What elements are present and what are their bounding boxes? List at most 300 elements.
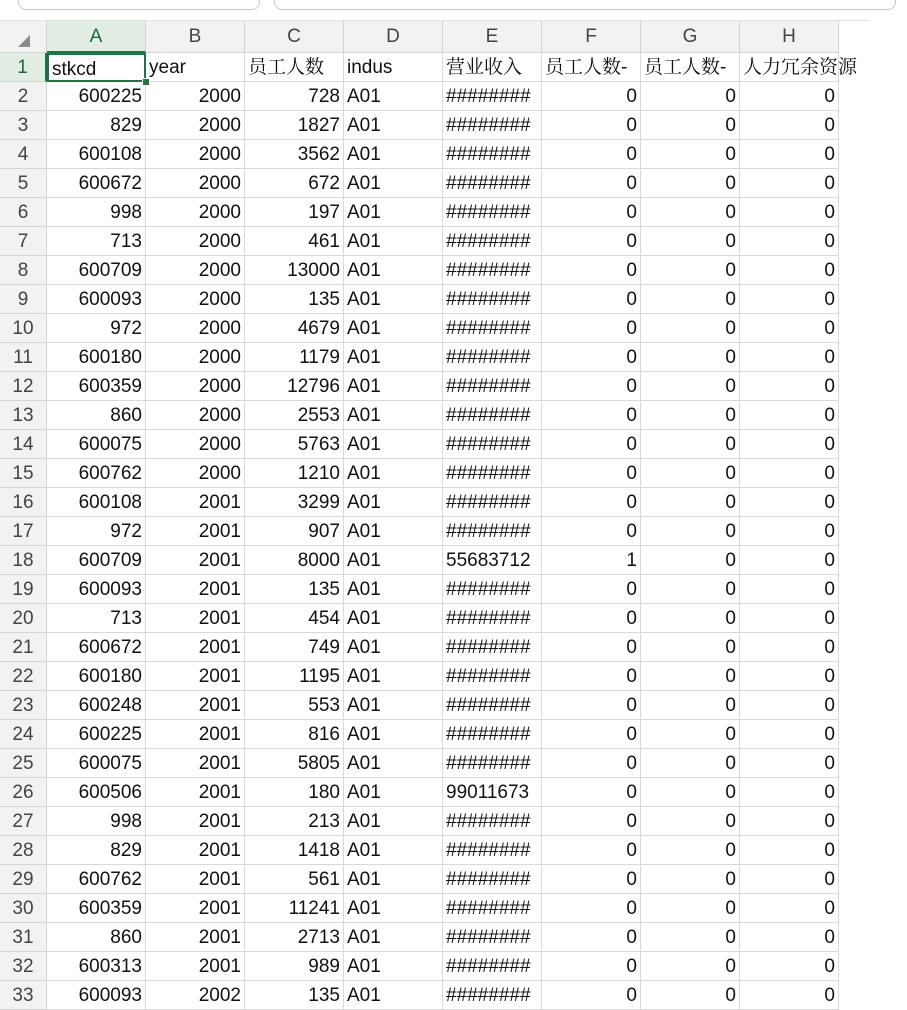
cell-c33[interactable]: 135: [245, 981, 344, 1010]
cell-h32[interactable]: 0: [740, 952, 839, 981]
cell-d27[interactable]: A01: [344, 807, 443, 836]
row-header-23[interactable]: 23: [0, 691, 47, 720]
cell-d31[interactable]: A01: [344, 923, 443, 952]
cell-a12[interactable]: 600359: [47, 372, 146, 401]
cell-b27[interactable]: 2001: [146, 807, 245, 836]
cell-c2[interactable]: 728: [245, 82, 344, 111]
cell-h24[interactable]: 0: [740, 720, 839, 749]
cell-h7[interactable]: 0: [740, 227, 839, 256]
cell-g22[interactable]: 0: [641, 662, 740, 691]
row-header-22[interactable]: 22: [0, 662, 47, 691]
cell-d22[interactable]: A01: [344, 662, 443, 691]
cell-d13[interactable]: A01: [344, 401, 443, 430]
cell-f13[interactable]: 0: [542, 401, 641, 430]
cell-a23[interactable]: 600248: [47, 691, 146, 720]
cell-e17[interactable]: ########: [443, 517, 542, 546]
row-header-25[interactable]: 25: [0, 749, 47, 778]
cell-c10[interactable]: 4679: [245, 314, 344, 343]
cell-e22[interactable]: ########: [443, 662, 542, 691]
cell-e21[interactable]: ########: [443, 633, 542, 662]
cell-b21[interactable]: 2001: [146, 633, 245, 662]
cell-d26[interactable]: A01: [344, 778, 443, 807]
row-header-14[interactable]: 14: [0, 430, 47, 459]
cell-c20[interactable]: 454: [245, 604, 344, 633]
cell-b13[interactable]: 2000: [146, 401, 245, 430]
cell-d7[interactable]: A01: [344, 227, 443, 256]
cell-e28[interactable]: ########: [443, 836, 542, 865]
cell-h15[interactable]: 0: [740, 459, 839, 488]
cell-a33[interactable]: 600093: [47, 981, 146, 1010]
cell-g32[interactable]: 0: [641, 952, 740, 981]
cell-h1[interactable]: 人力冗余资源: [740, 53, 839, 82]
column-header-h[interactable]: H: [740, 21, 839, 53]
cell-g14[interactable]: 0: [641, 430, 740, 459]
cell-f9[interactable]: 0: [542, 285, 641, 314]
cell-d21[interactable]: A01: [344, 633, 443, 662]
cell-d33[interactable]: A01: [344, 981, 443, 1010]
cell-f32[interactable]: 0: [542, 952, 641, 981]
cell-f22[interactable]: 0: [542, 662, 641, 691]
cell-c5[interactable]: 672: [245, 169, 344, 198]
cell-h31[interactable]: 0: [740, 923, 839, 952]
cell-h25[interactable]: 0: [740, 749, 839, 778]
cell-f24[interactable]: 0: [542, 720, 641, 749]
cell-e23[interactable]: ########: [443, 691, 542, 720]
row-header-31[interactable]: 31: [0, 923, 47, 952]
cell-b12[interactable]: 2000: [146, 372, 245, 401]
cell-e25[interactable]: ########: [443, 749, 542, 778]
cell-g2[interactable]: 0: [641, 82, 740, 111]
row-header-6[interactable]: 6: [0, 198, 47, 227]
cell-d3[interactable]: A01: [344, 111, 443, 140]
cell-h9[interactable]: 0: [740, 285, 839, 314]
cell-h21[interactable]: 0: [740, 633, 839, 662]
cell-f26[interactable]: 0: [542, 778, 641, 807]
cell-c15[interactable]: 1210: [245, 459, 344, 488]
cell-d1[interactable]: indus: [344, 53, 443, 82]
cell-h30[interactable]: 0: [740, 894, 839, 923]
cell-a27[interactable]: 998: [47, 807, 146, 836]
cell-d30[interactable]: A01: [344, 894, 443, 923]
cell-b8[interactable]: 2000: [146, 256, 245, 285]
cell-e29[interactable]: ########: [443, 865, 542, 894]
cell-d19[interactable]: A01: [344, 575, 443, 604]
cell-c3[interactable]: 1827: [245, 111, 344, 140]
cell-d4[interactable]: A01: [344, 140, 443, 169]
cell-a15[interactable]: 600762: [47, 459, 146, 488]
row-header-26[interactable]: 26: [0, 778, 47, 807]
cell-c16[interactable]: 3299: [245, 488, 344, 517]
cell-g6[interactable]: 0: [641, 198, 740, 227]
cell-a14[interactable]: 600075: [47, 430, 146, 459]
cell-b23[interactable]: 2001: [146, 691, 245, 720]
cell-d14[interactable]: A01: [344, 430, 443, 459]
cell-f33[interactable]: 0: [542, 981, 641, 1010]
cell-g10[interactable]: 0: [641, 314, 740, 343]
cell-a22[interactable]: 600180: [47, 662, 146, 691]
cell-f11[interactable]: 0: [542, 343, 641, 372]
cell-c7[interactable]: 461: [245, 227, 344, 256]
cell-c32[interactable]: 989: [245, 952, 344, 981]
cell-e6[interactable]: ########: [443, 198, 542, 227]
cell-g27[interactable]: 0: [641, 807, 740, 836]
row-header-16[interactable]: 16: [0, 488, 47, 517]
cell-d24[interactable]: A01: [344, 720, 443, 749]
cell-a21[interactable]: 600672: [47, 633, 146, 662]
cell-b11[interactable]: 2000: [146, 343, 245, 372]
row-header-24[interactable]: 24: [0, 720, 47, 749]
cell-d8[interactable]: A01: [344, 256, 443, 285]
cell-e2[interactable]: ########: [443, 82, 542, 111]
cell-e14[interactable]: ########: [443, 430, 542, 459]
cell-g25[interactable]: 0: [641, 749, 740, 778]
cell-a13[interactable]: 860: [47, 401, 146, 430]
cell-b14[interactable]: 2000: [146, 430, 245, 459]
cell-a25[interactable]: 600075: [47, 749, 146, 778]
cell-c21[interactable]: 749: [245, 633, 344, 662]
cell-a3[interactable]: 829: [47, 111, 146, 140]
row-header-11[interactable]: 11: [0, 343, 47, 372]
row-header-9[interactable]: 9: [0, 285, 47, 314]
row-header-7[interactable]: 7: [0, 227, 47, 256]
cell-d12[interactable]: A01: [344, 372, 443, 401]
cell-d25[interactable]: A01: [344, 749, 443, 778]
cell-f3[interactable]: 0: [542, 111, 641, 140]
cell-h6[interactable]: 0: [740, 198, 839, 227]
row-header-13[interactable]: 13: [0, 401, 47, 430]
cell-d32[interactable]: A01: [344, 952, 443, 981]
cell-e5[interactable]: ########: [443, 169, 542, 198]
column-header-c[interactable]: C: [245, 21, 344, 53]
cell-e33[interactable]: ########: [443, 981, 542, 1010]
cell-e15[interactable]: ########: [443, 459, 542, 488]
cell-b19[interactable]: 2001: [146, 575, 245, 604]
cell-h29[interactable]: 0: [740, 865, 839, 894]
column-header-d[interactable]: D: [344, 21, 443, 53]
cell-a16[interactable]: 600108: [47, 488, 146, 517]
cell-f30[interactable]: 0: [542, 894, 641, 923]
cell-g33[interactable]: 0: [641, 981, 740, 1010]
cell-a2[interactable]: 600225: [47, 82, 146, 111]
cell-g28[interactable]: 0: [641, 836, 740, 865]
cell-a17[interactable]: 972: [47, 517, 146, 546]
row-header-12[interactable]: 12: [0, 372, 47, 401]
cell-b22[interactable]: 2001: [146, 662, 245, 691]
column-header-f[interactable]: F: [542, 21, 641, 53]
cell-h8[interactable]: 0: [740, 256, 839, 285]
cell-c19[interactable]: 135: [245, 575, 344, 604]
cell-c14[interactable]: 5763: [245, 430, 344, 459]
cell-g13[interactable]: 0: [641, 401, 740, 430]
row-header-29[interactable]: 29: [0, 865, 47, 894]
row-header-3[interactable]: 3: [0, 111, 47, 140]
cell-b15[interactable]: 2000: [146, 459, 245, 488]
cell-a24[interactable]: 600225: [47, 720, 146, 749]
formula-bar[interactable]: [274, 0, 896, 10]
cell-h10[interactable]: 0: [740, 314, 839, 343]
cell-b28[interactable]: 2001: [146, 836, 245, 865]
cell-a30[interactable]: 600359: [47, 894, 146, 923]
cell-d17[interactable]: A01: [344, 517, 443, 546]
cell-g16[interactable]: 0: [641, 488, 740, 517]
cell-e13[interactable]: ########: [443, 401, 542, 430]
cell-e24[interactable]: ########: [443, 720, 542, 749]
cell-h23[interactable]: 0: [740, 691, 839, 720]
cell-h28[interactable]: 0: [740, 836, 839, 865]
row-header-21[interactable]: 21: [0, 633, 47, 662]
cell-g20[interactable]: 0: [641, 604, 740, 633]
cell-g18[interactable]: 0: [641, 546, 740, 575]
cell-b1[interactable]: year: [146, 53, 245, 82]
cell-f5[interactable]: 0: [542, 169, 641, 198]
cell-f16[interactable]: 0: [542, 488, 641, 517]
cell-f31[interactable]: 0: [542, 923, 641, 952]
cell-c1[interactable]: 员工人数: [245, 53, 344, 82]
cell-b17[interactable]: 2001: [146, 517, 245, 546]
cell-a19[interactable]: 600093: [47, 575, 146, 604]
cell-a20[interactable]: 713: [47, 604, 146, 633]
cell-a31[interactable]: 860: [47, 923, 146, 952]
cell-f28[interactable]: 0: [542, 836, 641, 865]
cell-h14[interactable]: 0: [740, 430, 839, 459]
row-header-33[interactable]: 33: [0, 981, 47, 1010]
cell-f21[interactable]: 0: [542, 633, 641, 662]
cell-c29[interactable]: 561: [245, 865, 344, 894]
cell-b18[interactable]: 2001: [146, 546, 245, 575]
cell-b29[interactable]: 2001: [146, 865, 245, 894]
cell-b31[interactable]: 2001: [146, 923, 245, 952]
cell-a8[interactable]: 600709: [47, 256, 146, 285]
cell-f2[interactable]: 0: [542, 82, 641, 111]
cell-g26[interactable]: 0: [641, 778, 740, 807]
cell-c25[interactable]: 5805: [245, 749, 344, 778]
cell-c28[interactable]: 1418: [245, 836, 344, 865]
cell-e7[interactable]: ########: [443, 227, 542, 256]
cell-g11[interactable]: 0: [641, 343, 740, 372]
cell-f25[interactable]: 0: [542, 749, 641, 778]
cell-f20[interactable]: 0: [542, 604, 641, 633]
cell-f23[interactable]: 0: [542, 691, 641, 720]
cell-h16[interactable]: 0: [740, 488, 839, 517]
cell-b2[interactable]: 2000: [146, 82, 245, 111]
row-header-28[interactable]: 28: [0, 836, 47, 865]
cell-e31[interactable]: ########: [443, 923, 542, 952]
cell-a4[interactable]: 600108: [47, 140, 146, 169]
cell-c18[interactable]: 8000: [245, 546, 344, 575]
row-header-19[interactable]: 19: [0, 575, 47, 604]
cell-b5[interactable]: 2000: [146, 169, 245, 198]
cell-c22[interactable]: 1195: [245, 662, 344, 691]
cell-a9[interactable]: 600093: [47, 285, 146, 314]
cell-e27[interactable]: ########: [443, 807, 542, 836]
name-box[interactable]: [18, 0, 260, 10]
cell-b3[interactable]: 2000: [146, 111, 245, 140]
cell-g24[interactable]: 0: [641, 720, 740, 749]
cell-d20[interactable]: A01: [344, 604, 443, 633]
cell-c24[interactable]: 816: [245, 720, 344, 749]
row-header-30[interactable]: 30: [0, 894, 47, 923]
cell-h22[interactable]: 0: [740, 662, 839, 691]
cell-a29[interactable]: 600762: [47, 865, 146, 894]
cell-a32[interactable]: 600313: [47, 952, 146, 981]
cell-g30[interactable]: 0: [641, 894, 740, 923]
cell-c23[interactable]: 553: [245, 691, 344, 720]
cell-b26[interactable]: 2001: [146, 778, 245, 807]
cell-h26[interactable]: 0: [740, 778, 839, 807]
cell-b30[interactable]: 2001: [146, 894, 245, 923]
cell-f29[interactable]: 0: [542, 865, 641, 894]
row-header-27[interactable]: 27: [0, 807, 47, 836]
cell-f4[interactable]: 0: [542, 140, 641, 169]
cell-c31[interactable]: 2713: [245, 923, 344, 952]
cell-h4[interactable]: 0: [740, 140, 839, 169]
cell-g17[interactable]: 0: [641, 517, 740, 546]
cell-b20[interactable]: 2001: [146, 604, 245, 633]
cell-e8[interactable]: ########: [443, 256, 542, 285]
cell-b24[interactable]: 2001: [146, 720, 245, 749]
row-header-1[interactable]: 1: [0, 53, 47, 82]
cell-g3[interactable]: 0: [641, 111, 740, 140]
cell-d29[interactable]: A01: [344, 865, 443, 894]
cell-f15[interactable]: 0: [542, 459, 641, 488]
cell-h5[interactable]: 0: [740, 169, 839, 198]
cell-b6[interactable]: 2000: [146, 198, 245, 227]
fill-handle[interactable]: [142, 78, 150, 86]
cell-b4[interactable]: 2000: [146, 140, 245, 169]
cell-h18[interactable]: 0: [740, 546, 839, 575]
cell-c4[interactable]: 3562: [245, 140, 344, 169]
cell-e4[interactable]: ########: [443, 140, 542, 169]
cell-g31[interactable]: 0: [641, 923, 740, 952]
cell-h27[interactable]: 0: [740, 807, 839, 836]
cell-e16[interactable]: ########: [443, 488, 542, 517]
cell-e20[interactable]: ########: [443, 604, 542, 633]
cell-a5[interactable]: 600672: [47, 169, 146, 198]
cell-d15[interactable]: A01: [344, 459, 443, 488]
cell-e11[interactable]: ########: [443, 343, 542, 372]
cell-h33[interactable]: 0: [740, 981, 839, 1010]
column-header-e[interactable]: E: [443, 21, 542, 53]
cell-a6[interactable]: 998: [47, 198, 146, 227]
column-header-b[interactable]: B: [146, 21, 245, 53]
cell-b10[interactable]: 2000: [146, 314, 245, 343]
cell-c6[interactable]: 197: [245, 198, 344, 227]
cell-g7[interactable]: 0: [641, 227, 740, 256]
cell-c11[interactable]: 1179: [245, 343, 344, 372]
cell-g5[interactable]: 0: [641, 169, 740, 198]
cell-f17[interactable]: 0: [542, 517, 641, 546]
row-header-10[interactable]: 10: [0, 314, 47, 343]
cell-e32[interactable]: ########: [443, 952, 542, 981]
cell-h19[interactable]: 0: [740, 575, 839, 604]
cell-f19[interactable]: 0: [542, 575, 641, 604]
cell-h20[interactable]: 0: [740, 604, 839, 633]
cell-h2[interactable]: 0: [740, 82, 839, 111]
cell-c17[interactable]: 907: [245, 517, 344, 546]
cell-f14[interactable]: 0: [542, 430, 641, 459]
cell-f10[interactable]: 0: [542, 314, 641, 343]
cell-b33[interactable]: 2002: [146, 981, 245, 1010]
cell-f7[interactable]: 0: [542, 227, 641, 256]
cell-g12[interactable]: 0: [641, 372, 740, 401]
cell-f27[interactable]: 0: [542, 807, 641, 836]
cell-c27[interactable]: 213: [245, 807, 344, 836]
cell-c8[interactable]: 13000: [245, 256, 344, 285]
row-header-5[interactable]: 5: [0, 169, 47, 198]
cell-f12[interactable]: 0: [542, 372, 641, 401]
cell-d18[interactable]: A01: [344, 546, 443, 575]
cell-g19[interactable]: 0: [641, 575, 740, 604]
cell-e9[interactable]: ########: [443, 285, 542, 314]
cell-e1[interactable]: 营业收入: [443, 53, 542, 82]
cell-e3[interactable]: ########: [443, 111, 542, 140]
cell-c12[interactable]: 12796: [245, 372, 344, 401]
cell-a18[interactable]: 600709: [47, 546, 146, 575]
cell-g4[interactable]: 0: [641, 140, 740, 169]
row-header-17[interactable]: 17: [0, 517, 47, 546]
cell-b16[interactable]: 2001: [146, 488, 245, 517]
cell-g21[interactable]: 0: [641, 633, 740, 662]
cell-g9[interactable]: 0: [641, 285, 740, 314]
column-header-g[interactable]: G: [641, 21, 740, 53]
cell-e26[interactable]: 99011673: [443, 778, 542, 807]
cell-e12[interactable]: ########: [443, 372, 542, 401]
cell-e10[interactable]: ########: [443, 314, 542, 343]
cell-e30[interactable]: ########: [443, 894, 542, 923]
cell-f8[interactable]: 0: [542, 256, 641, 285]
cell-a28[interactable]: 829: [47, 836, 146, 865]
cell-g29[interactable]: 0: [641, 865, 740, 894]
cell-b7[interactable]: 2000: [146, 227, 245, 256]
cell-c13[interactable]: 2553: [245, 401, 344, 430]
row-header-2[interactable]: 2: [0, 82, 47, 111]
cell-a10[interactable]: 972: [47, 314, 146, 343]
cell-d28[interactable]: A01: [344, 836, 443, 865]
cell-d5[interactable]: A01: [344, 169, 443, 198]
column-header-a[interactable]: A: [47, 21, 146, 53]
cell-g23[interactable]: 0: [641, 691, 740, 720]
cell-d6[interactable]: A01: [344, 198, 443, 227]
select-all-button[interactable]: [0, 21, 47, 53]
cell-f1[interactable]: 员工人数-: [542, 53, 641, 82]
row-header-18[interactable]: 18: [0, 546, 47, 575]
row-header-32[interactable]: 32: [0, 952, 47, 981]
cell-d9[interactable]: A01: [344, 285, 443, 314]
cell-d23[interactable]: A01: [344, 691, 443, 720]
cell-f6[interactable]: 0: [542, 198, 641, 227]
cell-c30[interactable]: 11241: [245, 894, 344, 923]
cell-f18[interactable]: 1: [542, 546, 641, 575]
cell-d2[interactable]: A01: [344, 82, 443, 111]
cell-g1[interactable]: 员工人数-: [641, 53, 740, 82]
cell-h11[interactable]: 0: [740, 343, 839, 372]
row-header-4[interactable]: 4: [0, 140, 47, 169]
row-header-20[interactable]: 20: [0, 604, 47, 633]
cell-h3[interactable]: 0: [740, 111, 839, 140]
cell-h17[interactable]: 0: [740, 517, 839, 546]
cell-b9[interactable]: 2000: [146, 285, 245, 314]
cell-e19[interactable]: ########: [443, 575, 542, 604]
cell-g8[interactable]: 0: [641, 256, 740, 285]
cell-e18[interactable]: 55683712: [443, 546, 542, 575]
cell-c9[interactable]: 135: [245, 285, 344, 314]
cell-a26[interactable]: 600506: [47, 778, 146, 807]
cell-g15[interactable]: 0: [641, 459, 740, 488]
cell-d16[interactable]: A01: [344, 488, 443, 517]
cell-h12[interactable]: 0: [740, 372, 839, 401]
cell-d11[interactable]: A01: [344, 343, 443, 372]
cell-a1[interactable]: stkcd: [47, 53, 146, 82]
